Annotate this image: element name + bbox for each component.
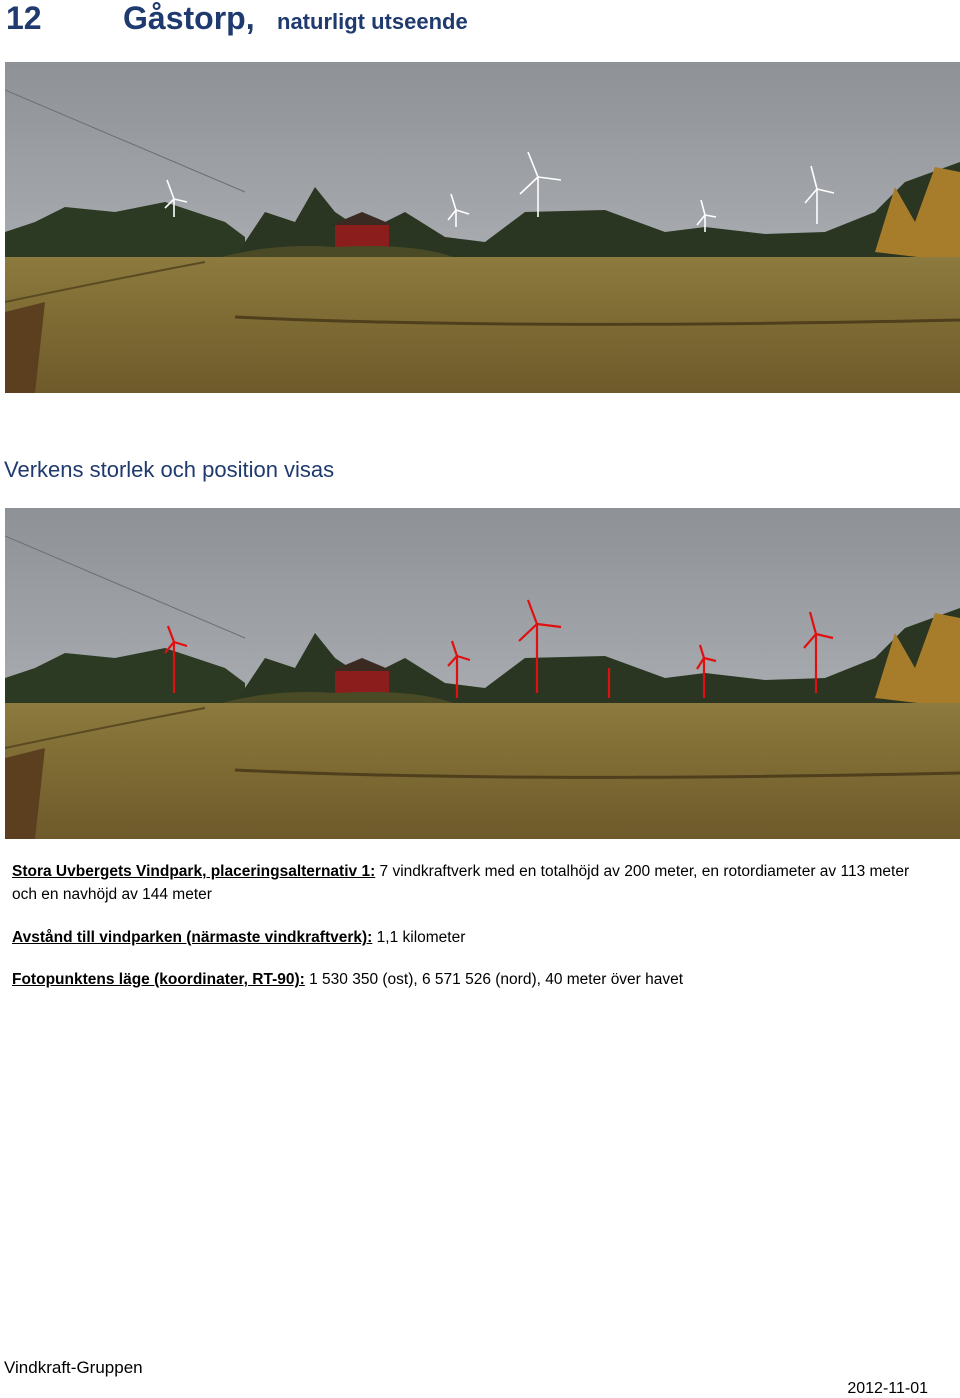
photo-natural [5, 62, 960, 393]
coordinates-text: 1 530 350 (ost), 6 571 526 (nord), 40 meter över havet [304, 971, 684, 988]
coordinates-info [12, 968, 912, 991]
distance-info [12, 926, 912, 949]
footer-date: 2012-11-01 [847, 1380, 928, 1397]
distance-text: 1,1 kilometer [372, 929, 466, 946]
landscape-photo-1 [5, 62, 960, 393]
page-number: 12 [6, 0, 42, 36]
park-text: 7 vindkraftverk med en totalhöjd av 200 meter, en rotordiameter av 113 meter och en navhöjd av 144 meter [12, 863, 910, 903]
place-name: Gåstorp, [123, 0, 255, 36]
distance-label: Avstånd till vindparken (närmaste vindkraftverk): [12, 929, 373, 946]
coordinates-label: Fotopunktens läge (koordinater, RT-90): [12, 971, 305, 988]
footer-company: Vindkraft-Gruppen [4, 1358, 143, 1377]
landscape-photo-2 [5, 508, 960, 839]
section-title: Verkens storlek och position visas [4, 457, 335, 482]
page-subtitle: naturligt utseende [277, 9, 468, 34]
park-label: Stora Uvbergets Vindpark, placeringsalternativ 1: [12, 863, 376, 880]
park-description [12, 860, 912, 906]
photo-marked [5, 508, 960, 839]
